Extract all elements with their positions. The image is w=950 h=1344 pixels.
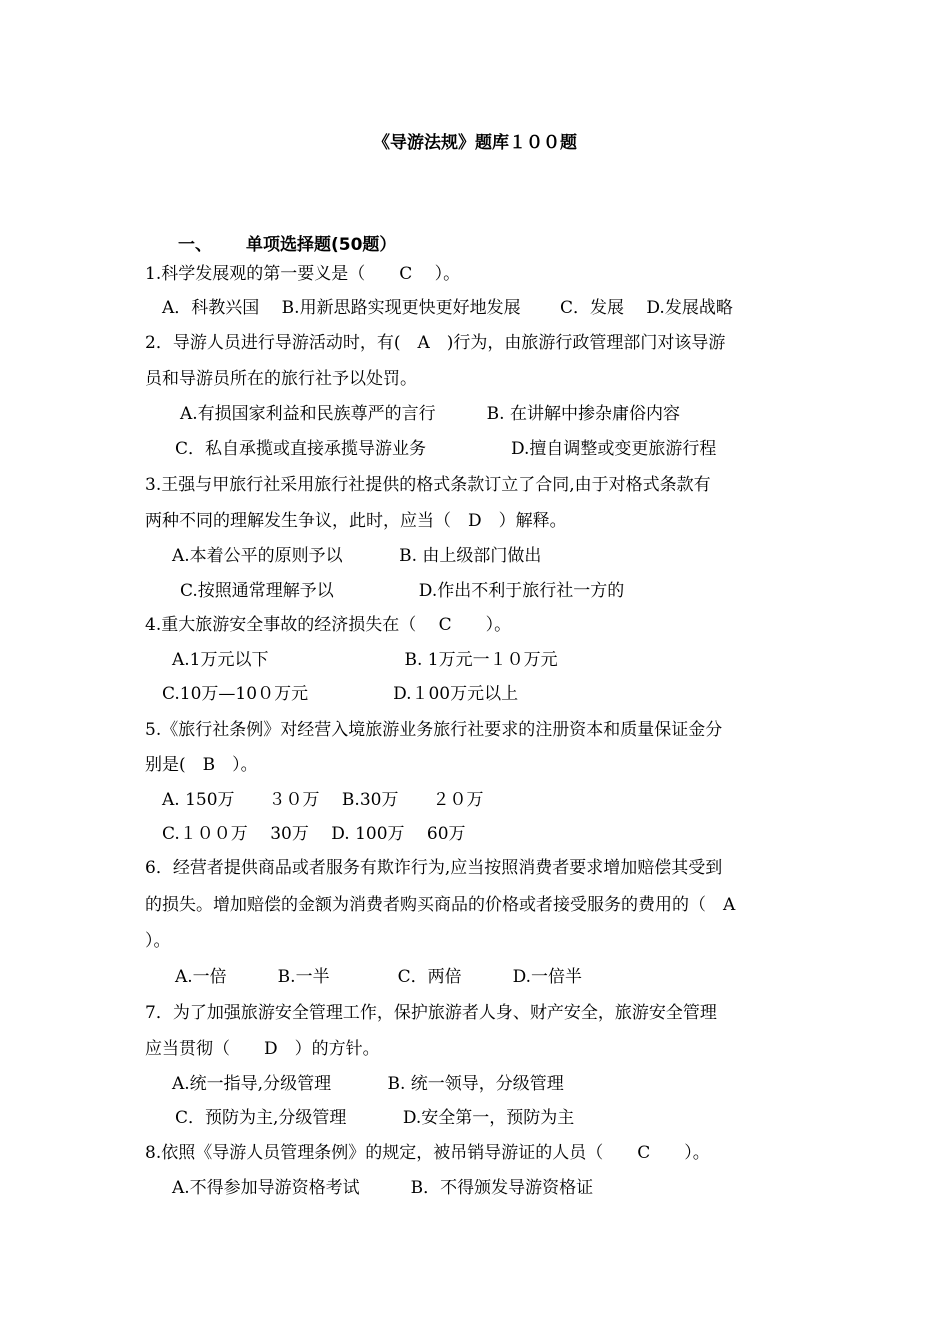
question-7-options-cd: C．预防为主,分级管理 D.安全第一，预防为主 [175,1108,575,1128]
question-2-options-cd: C．私自承揽或直接承揽导游业务 D.擅自调整或变更旅游行程 [175,439,717,459]
question-5-line-1: 5.《旅行社条例》对经营入境旅游业务旅行社要求的注册资本和质量保证金分 [145,720,723,740]
question-7-options-ab: A.统一指导,分级管理 B. 统一领导，分级管理 [172,1074,564,1094]
question-3-options-cd: C.按照通常理解予以 D.作出不利于旅行社一方的 [180,581,625,601]
question-7-line-2: 应当贯彻（ D ）的方针。 [145,1039,380,1059]
question-3-line-1: 3.王强与甲旅行社采用旅行社提供的格式条款订立了合同,由于对格式条款有 [145,475,711,495]
question-3-options-ab: A.本着公平的原则予以 B. 由上级部门做出 [172,546,542,566]
question-8: 8.依照《导游人员管理条例》的规定，被吊销导游证的人员（ C ）。 [145,1143,710,1163]
question-1-options: A．科教兴国 B.用新思路实现更快更好地发展 C．发展 D.发展战略 [162,298,733,318]
section-label: 单项选择题(50题） [246,235,397,255]
question-4: 4.重大旅游安全事故的经济损失在（ C ）。 [145,615,512,635]
question-2-line-2: 员和导游员所在的旅行社予以处罚。 [145,369,417,389]
question-6-line-2: 的损失。增加赔偿的金额为消费者购买商品的价格或者接受服务的费用的（ A [145,895,736,915]
question-7-line-1: 7．为了加强旅游安全管理工作，保护旅游者人身、财产安全，旅游安全管理 [145,1003,717,1023]
question-5-line-2: 别是( B ）。 [145,755,258,775]
section-heading [178,230,396,255]
question-1: 1.科学发展观的第一要义是（ C ）。 [145,264,461,284]
question-5-options-cd: C.１００万 30万 D. 100万 60万 [162,824,466,844]
question-8-options-ab: A.不得参加导游资格考试 B．不得颁发导游资格证 [172,1178,594,1198]
question-6-line-1: 6．经营者提供商品或者服务有欺诈行为,应当按照消费者要求增加赔偿其受到 [145,858,723,878]
question-2-options-ab: A.有损国家利益和民族尊严的言行 B. 在讲解中掺杂庸俗内容 [180,404,680,424]
section-number: 一、 [178,235,212,255]
question-4-options-ab: A.1万元以下 B. 1万元一１０万元 [172,650,558,670]
question-5-options-ab: A. 150万 ３０万 B.30万 ２０万 [162,790,484,810]
question-2-line-1: 2．导游人员进行导游活动时，有( A )行为，由旅游行政管理部门对该导游 [145,333,726,353]
question-6-options: A.一倍 B.一半 C．两倍 D.一倍半 [175,967,583,987]
document-title: 《导游法规》题库１００题 [373,133,577,153]
question-6-line-3: ）。 [145,931,171,951]
question-4-options-cd: C.10万—10０万元 D.１00万元以上 [162,684,519,704]
question-3-line-2: 两种不同的理解发生争议，此时，应当（ D ）解释。 [145,511,567,531]
